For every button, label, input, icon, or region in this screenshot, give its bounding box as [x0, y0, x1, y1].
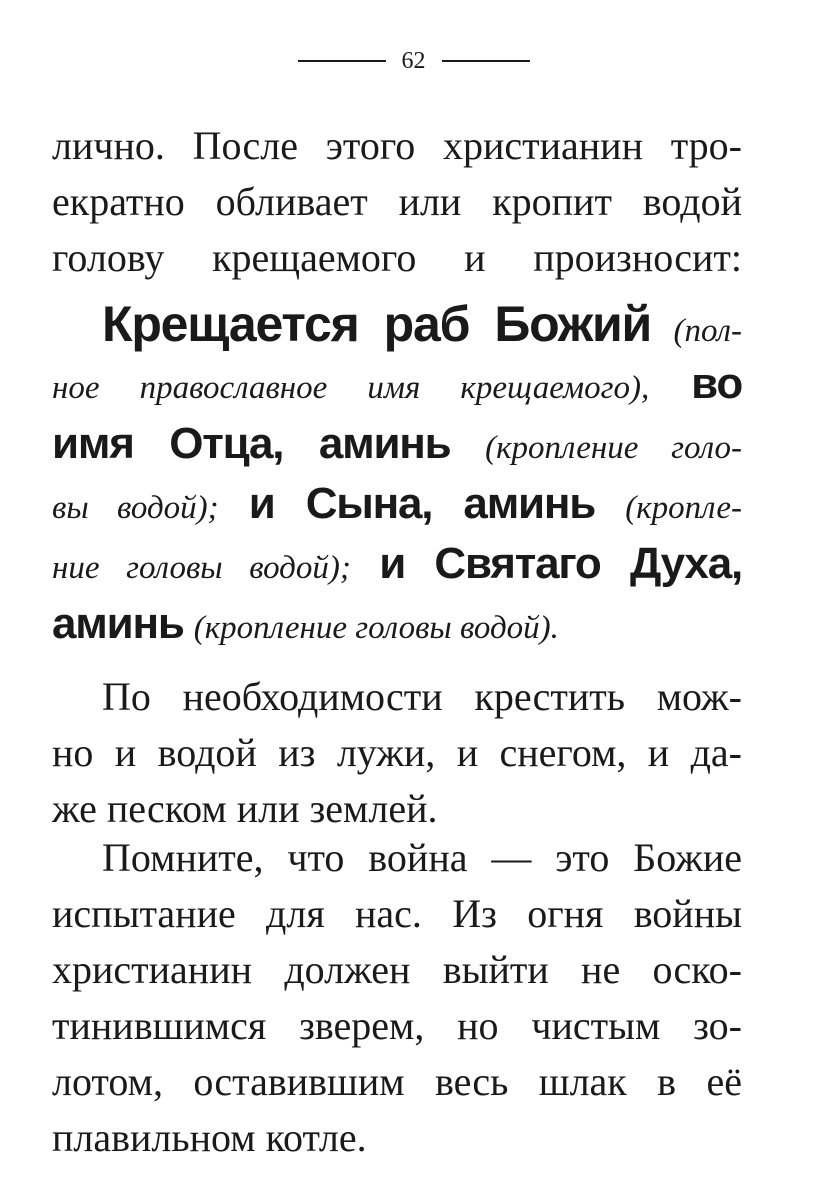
formula-line-4 [52, 474, 742, 534]
formula-line-1 [52, 294, 742, 354]
header-rule-right [442, 60, 530, 62]
formula-italic-note: ние головы водой); [52, 550, 351, 586]
text-line: но и водой из лужи, и снегом, и да- [52, 730, 742, 775]
text-line: христианин должен выйти не оско- [52, 947, 742, 992]
formula-italic-note: (кропление голо- [485, 430, 742, 466]
formula-line-2 [52, 354, 742, 414]
formula-line-3 [52, 414, 742, 474]
baptism-formula [52, 294, 742, 654]
text-line: лотом, оставившим весь шлак в её [52, 1059, 742, 1104]
header-rule-left [298, 60, 386, 62]
text-line: Помните, что война — это Божие [102, 835, 742, 880]
formula-line-6 [52, 594, 742, 654]
text-line: испытание для нас. Из огня войны [52, 891, 742, 936]
formula-bold-text: во [691, 359, 743, 408]
formula-bold-text: имя Отца, аминь [52, 419, 451, 468]
formula-italic-note: (кропление головы водой). [193, 610, 559, 646]
formula-bold-text: аминь [52, 599, 184, 648]
formula-italic-note: вы водой); [52, 490, 219, 526]
paragraph-1 [52, 118, 742, 286]
text-line: По необходимости крестить мож- [102, 674, 742, 719]
text-line: голову крещаемого и произносит: [52, 235, 742, 280]
formula-bold-text: и Сына, аминь [248, 479, 596, 528]
formula-italic-note: (кропле- [625, 490, 742, 526]
paragraph-4 [52, 830, 742, 1166]
page-number: 62 [401, 48, 426, 74]
formula-line-5 [52, 534, 742, 594]
formula-bold-text: и Святаго Духа, [379, 539, 742, 588]
formula-bold-text: Крещается раб Божий [102, 296, 652, 352]
formula-italic-note: (пол- [673, 313, 742, 349]
text-line: екратно обливает или кропит водой [52, 179, 742, 224]
formula-italic-note: ное православное имя крещаемого), [52, 370, 650, 406]
text-line: плавильном котле. [52, 1115, 367, 1160]
text-line: тинившимся зверем, но чистым зо- [52, 1003, 742, 1048]
paragraph-3 [52, 669, 742, 837]
page-header [0, 44, 827, 78]
text-line: лично. После этого христианин тро- [52, 123, 742, 168]
text-line: же песком или землей. [52, 786, 438, 831]
